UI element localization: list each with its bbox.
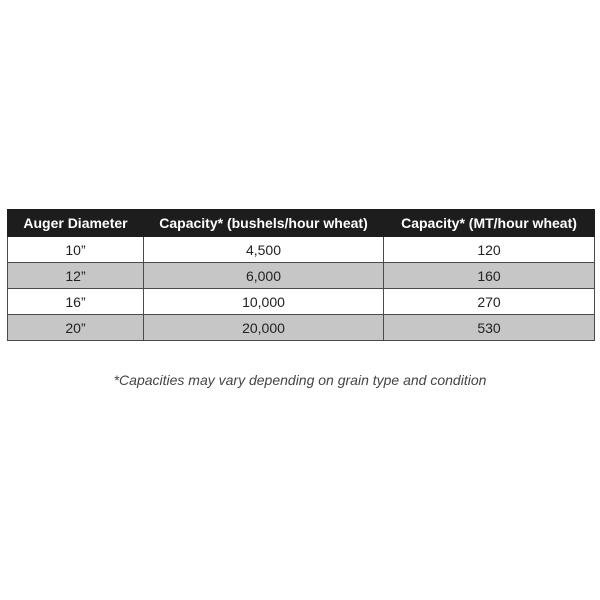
cell-diameter: 12” [8, 263, 144, 289]
cell-mt: 120 [384, 237, 595, 263]
capacity-table [7, 209, 595, 341]
header-auger-diameter: Auger Diameter [8, 210, 144, 237]
header-capacity-mt: Capacity* (MT/hour wheat) [384, 210, 595, 237]
cell-bushels: 20,000 [144, 315, 384, 341]
cell-bushels: 10,000 [144, 289, 384, 315]
cell-diameter: 16” [8, 289, 144, 315]
table-header-row [8, 210, 595, 237]
cell-diameter: 20” [8, 315, 144, 341]
table-row [8, 263, 595, 289]
cell-bushels: 4,500 [144, 237, 384, 263]
cell-mt: 530 [384, 315, 595, 341]
table-row [8, 237, 595, 263]
cell-mt: 160 [384, 263, 595, 289]
cell-mt: 270 [384, 289, 595, 315]
capacity-footnote: *Capacities may vary depending on grain type and condition [113, 372, 487, 388]
table-row [8, 289, 595, 315]
cell-bushels: 6,000 [144, 263, 384, 289]
table-row [8, 315, 595, 341]
header-capacity-bushels: Capacity* (bushels/hour wheat) [144, 210, 384, 237]
cell-diameter: 10” [8, 237, 144, 263]
